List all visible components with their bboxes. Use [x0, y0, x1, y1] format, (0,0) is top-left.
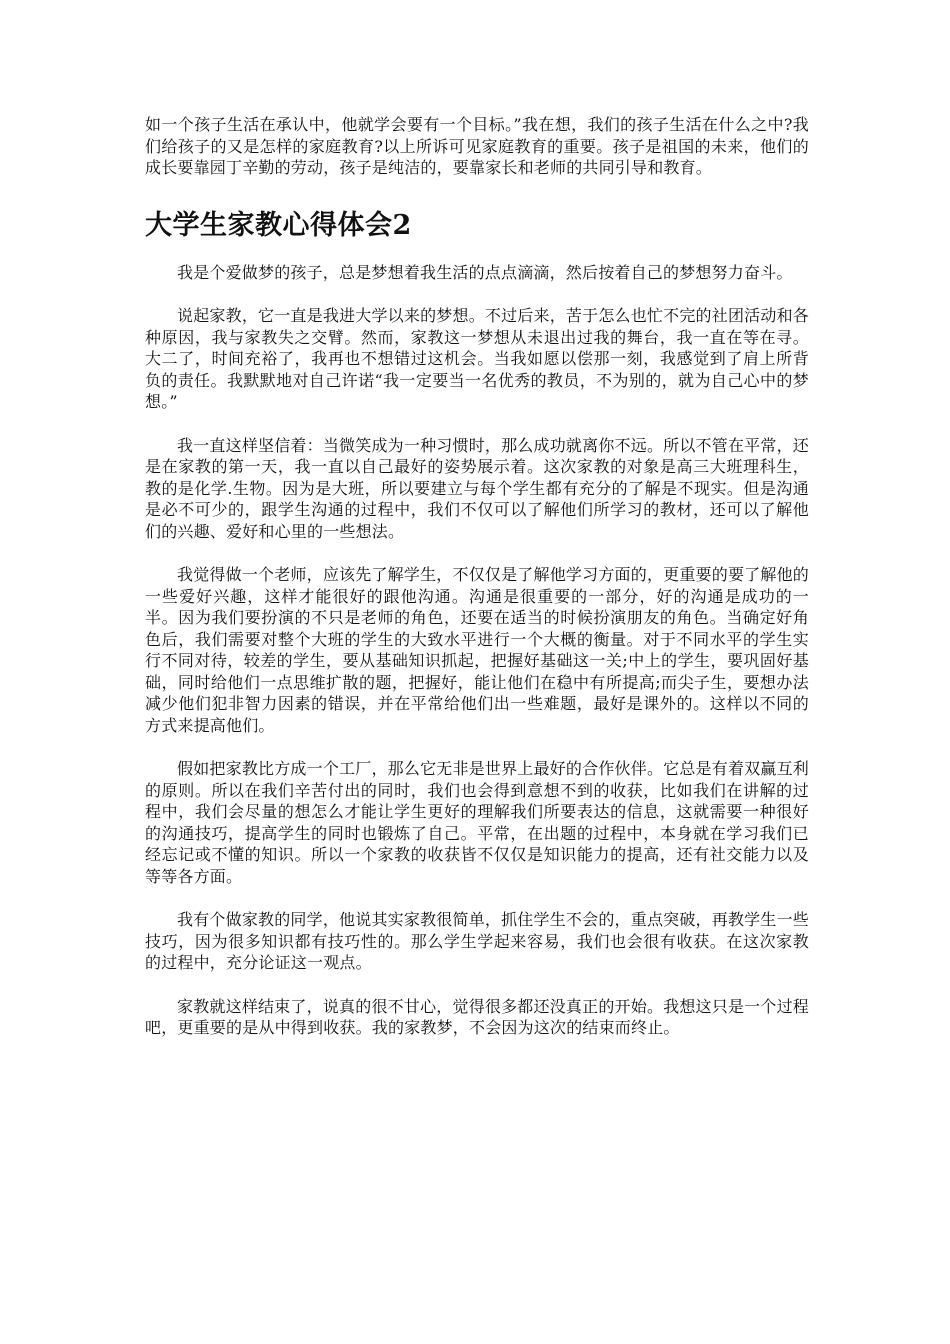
paragraph-1: 我是个爱做梦的孩子，总是梦想着我生活的点点滴滴，然后按着自己的梦想努力奋斗。 — [177, 262, 793, 282]
paragraph-5: 假如把家教比方成一个工厂，那么它无非是世界上最好的合作伙伴。它总是有着双赢互利的原则。所以在我们辛苦付出的同时，我们也会得到意想不到的收获，比如我们在讲解的过程中，我们会尽量的想怎么才能让学生更好的理解我们所要表达的信息，这就需要一种很好的沟通技巧，提高学生的同时也锻炼了自己。平常，在出题的过程中，本身就在学习我们已经忘记或不懂的知识。所以一个家教的收获皆不仅仅是知识能力的提高，还有社交能力以及等等各方面。 — [145, 759, 809, 886]
paragraph-2: 说起家教，它一直是我进大学以来的梦想。不过后来，苦于怎么也忙不完的社团活动和各种原因，我与家教失之交臂。然而，家教这一梦想从未退出过我的舞台，我一直在等在寻。大二了，时间充裕了，我再也不想错过这机会。当我如愿以偿那一刻，我感觉到了肩上所背负的责任。我默默地对自己许诺“我一定要当一名优秀的教员，不为别的，就为自己心中的梦想。” — [145, 306, 809, 411]
document-body — [145, 114, 809, 1039]
paragraph-4: 我觉得做一个老师，应该先了解学生，不仅仅是了解他学习方面的，更重要的要了解他的一些爱好兴趣，这样才能很好的跟他沟通。沟通是很重要的一部分，好的沟通是成功的一半。因为我们要扮演的不只是老师的角色，还要在适当的时候扮演朋友的角色。当确定好角色后，我们需要对整个大班的学生的大致水平进行一个大概的衡量。对于不同水平的学生实行不同对待，较差的学生，要从基础知识抓起，把握好基础这一关;中上的学生，要巩固好基础，同时给他们一点思维扩散的题，把握好，能让他们在稳中有所提高;而尖子生，要想办法减少他们犯非智力因素的错误，并在平常给他们出一些难题，最好是课外的。这样以不同的方式来提高他们。 — [145, 565, 809, 735]
opening-paragraph: 如一个孩子生活在承认中，他就学会要有一个目标。”我在想，我们的孩子生活在什么之中?我们给孩子的又是怎样的家庭教育?以上所诉可见家庭教育的重要。孩子是祖国的未来，他们的成长要靠园丁辛勤的劳动，孩子是纯洁的，要靠家长和老师的共同引导和教育。 — [145, 115, 809, 177]
paragraph-6: 我有个做家教的同学，他说其实家教很简单，抓住学生不会的，重点突破，再教学生一些技巧，因为很多知识都有技巧性的。那么学生学起来容易，我们也会很有收获。在这次家教的过程中，充分论证这一观点。 — [145, 910, 809, 972]
section-title: 大学生家教心得体会2 — [145, 209, 412, 241]
paragraph-7: 家教就这样结束了，说真的很不甘心，觉得很多都还没真正的开始。我想这只是一个过程吧，更重要的是从中得到收获。我的家教梦，不会因为这次的结束而终止。 — [145, 996, 809, 1037]
paragraph-3: 我一直这样坚信着：当微笑成为一种习惯时，那么成功就离你不远。所以不管在平常，还是在家教的第一天，我一直以自己最好的姿势展示着。这次家教的对象是高三大班理科生，教的是化学.生物。因为是大班，所以要建立与每个学生都有充分的了解是不现实。但是沟通是必不可少的，跟学生沟通的过程中，我们不仅可以了解他们所学习的教材，还可以了解他们的兴趣、爱好和心里的一些想法。 — [145, 435, 809, 541]
